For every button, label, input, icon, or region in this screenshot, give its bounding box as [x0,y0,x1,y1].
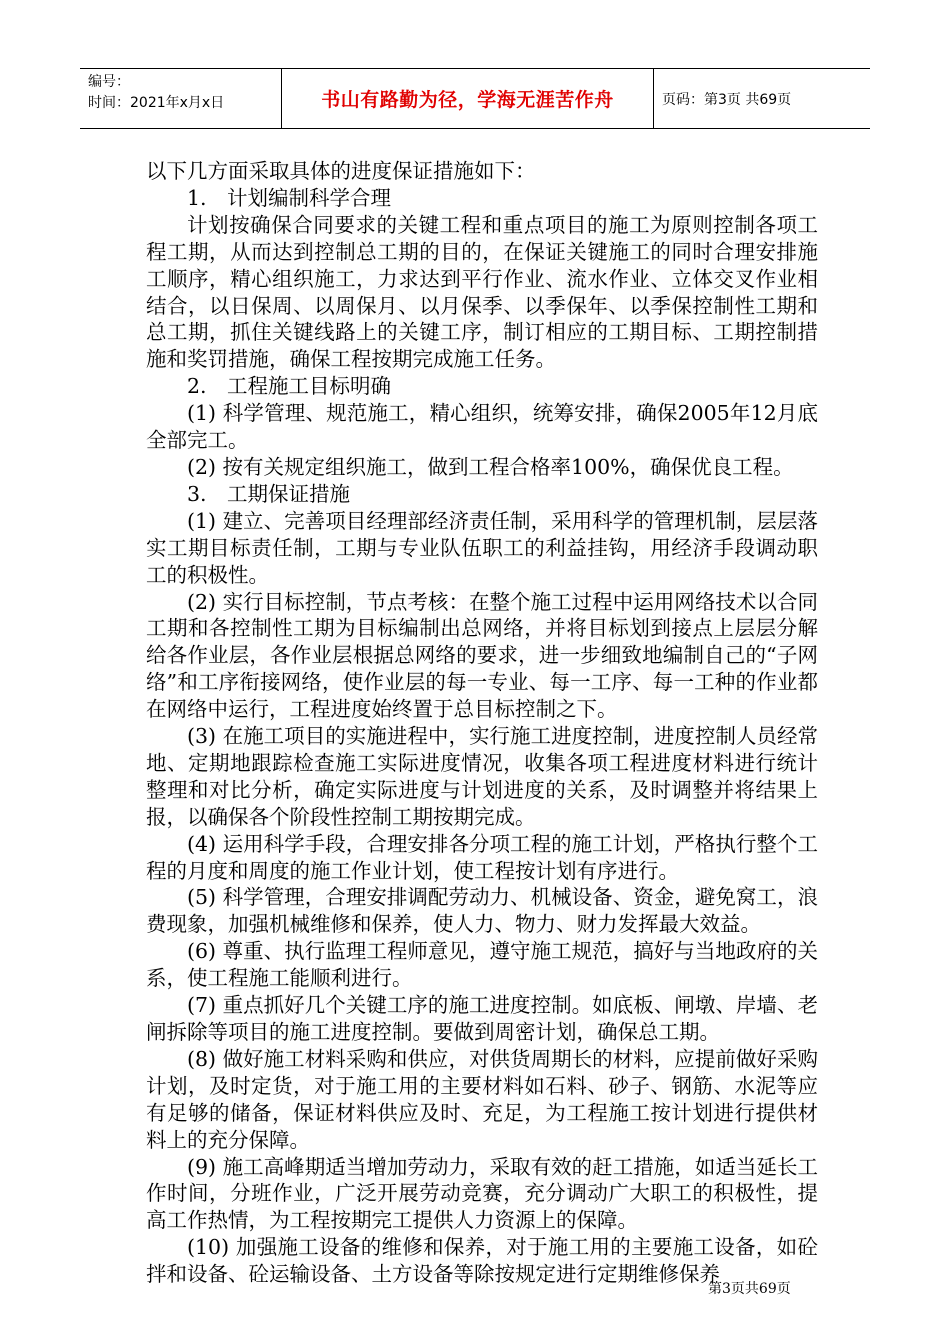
list-item: (4) 运用科学手段，合理安排各分项工程的施工计划，严格执行整个工程的月度和周度的施工作业计划，使工程按计划有序进行。 [146,831,818,883]
paragraph: 以下几方面采取具体的进度保证措施如下： [146,159,536,183]
page-footer: 第3页共69页 [708,1281,791,1297]
header-meta [80,69,282,128]
list-item: (3) 在施工项目的实施进程中，实行施工进度控制，进度控制人员经常地、定期地跟踪检查施工实际进度情况，收集各项工程进度材料进行统计整理和对比分析，确定实际进度与计划进度的关系，及时调整并将结果上报，以确保各个阶段性控制工期按期完成。 [146,724,818,829]
document-body [146,158,818,1288]
list-item: (1) 建立、完善项目经理部经济责任制，采用科学的管理机制，层层落实工期目标责任制，工期与专业队伍职工的利益挂钩，用经济手段调动职工的积极性。 [146,508,818,587]
list-item: (8) 做好施工材料采购和供应，对供货周期长的材料，应提前做好采购计划，及时定货，对于施工用的主要材料如石料、砂子、钢筋、水泥等应有足够的储备，保证材料供应及时、充足，为工程施工按计划进行提供材料上的充分保障。 [146,1046,818,1152]
list-item: (10) 加强施工设备的维修和保养，对于施工用的主要施工设备，如砼拌和设备、砼运输设备、土方设备等除按规定进行定期维修保养 [146,1235,818,1287]
list-item: (6) 尊重、执行监理工程师意见，遵守施工规范，搞好与当地政府的关系，使工程施工能顺利进行。 [146,939,818,991]
header-motto: 书山有路勤为径，学海无涯苦作舟 [282,69,654,128]
list-item: (7) 重点抓好几个关键工序的施工进度控制。如底板、闸墩、岸墙、老闸拆除等项目的施工进度控制。要做到周密计划，确保总工期。 [146,993,818,1044]
list-item: (1) 科学管理、规范施工，精心组织，统筹安排，确保2005年12月底全部完工。 [146,401,818,453]
header-page-info: 页码：第3页 共69页 [662,91,792,108]
page-header [80,68,870,129]
section-heading: 3. 工期保证措施 [187,481,351,506]
section-heading: 1. 计划编制科学合理 [187,185,392,210]
list-item: (9) 施工高峰期适当增加劳动力，采取有效的赶工措施，如适当延长工作时间，分班作业，广泛开展劳动竞赛，充分调动广大职工的积极性，提高工作热情，为工程按期完工提供人力资源上的保障。 [146,1154,818,1233]
document-code-label: 编号： [88,74,130,90]
list-item: (2) 按有关规定组织施工，做到工程合格率100%，确保优良工程。 [187,454,794,479]
paragraph: 计划按确保合同要求的关键工程和重点项目的施工为原则控制各项工程工期，从而达到控制总工期的目的，在保证关键施工的同时合理安排施工顺序，精心组织施工，力求达到平行作业、流水作业、立体交叉作业相结合，以日保周、以周保月、以月保季、以季保年、以季保控制性工期和总工期，抓住关键线路上的关键工序，制订相应的工期目标、工期控制措施和奖罚措施，确保工程按期完成施工任务。 [146,212,818,372]
section-heading: 2. 工程施工目标明确 [187,374,392,399]
list-item: (5) 科学管理，合理安排调配劳动力、机械设备、资金，避免窝工，浪费现象，加强机械维修和保养，使人力、物力、财力发挥最大效益。 [146,885,818,937]
document-date-label: 时间：2021年x月x日 [88,95,225,111]
list-item: (2) 实行目标控制，节点考核：在整个施工过程中运用网络技术以合同工期和各控制性工期为目标编制出总网络，并将目标划到接点上层层分解给各作业层，各作业层根据总网络的要求，进一步细致地编制自己的“子网络”和工序衔接网络，使作业层的每一专业、每一工序、每一工种的作业都在网络中运行，工程进度始终置于总目标控制之下。 [146,589,818,722]
